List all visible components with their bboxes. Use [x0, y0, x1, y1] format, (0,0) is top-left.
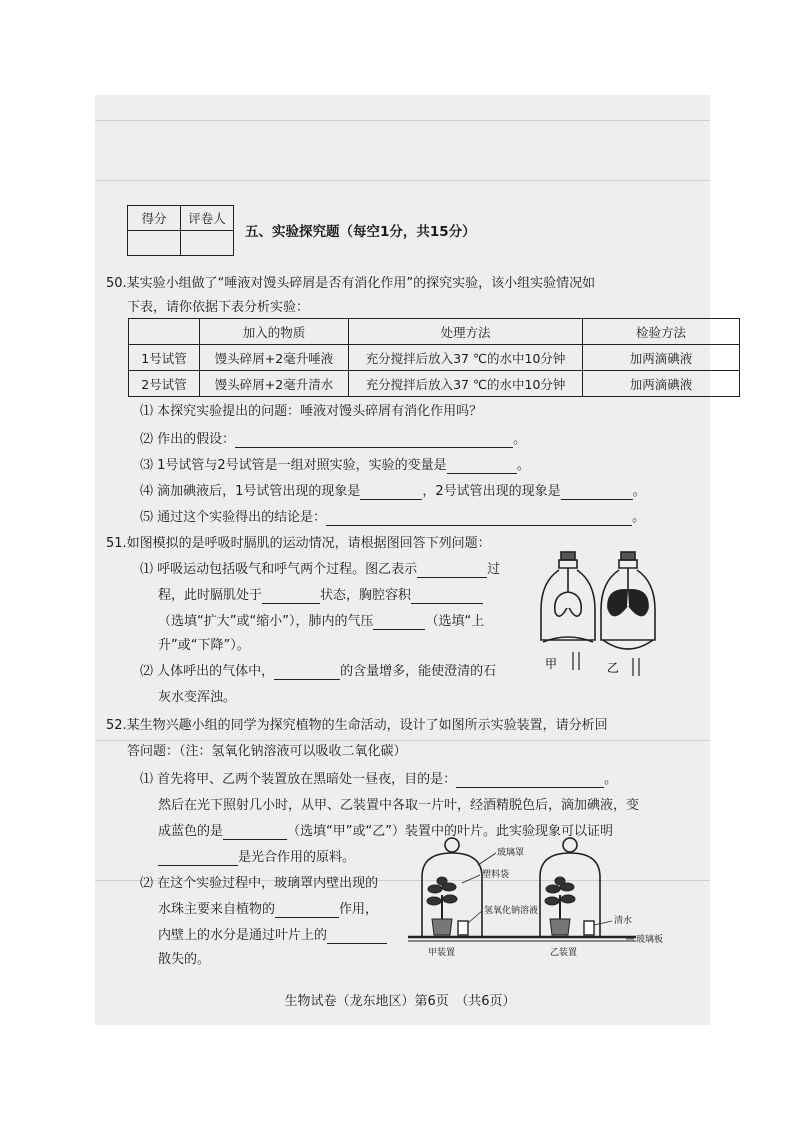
- answer-blank[interactable]: [223, 826, 287, 840]
- answer-blank[interactable]: [411, 590, 483, 604]
- answer-blank[interactable]: [360, 486, 422, 500]
- q50-stem-line2: 下表，请你依据下表分析实验：: [127, 300, 310, 315]
- label-setup-b: 乙装置: [550, 948, 578, 958]
- bell-jar-a: [541, 552, 595, 642]
- q50-item-5-prompt: ⑸ 通过这个实验得出的结论是：: [140, 510, 327, 525]
- q52-line-8: 散失的。: [158, 952, 211, 967]
- photosynthesis-apparatus-figure: [400, 835, 670, 960]
- q52-line-6: [158, 902, 378, 918]
- table-cell: 馒头碎屑+2毫升唾液: [200, 345, 349, 371]
- q51-line-1-text: ⑴ 呼吸运动包括吸气和呼气两个过程。图乙表示: [140, 562, 418, 577]
- answer-blank[interactable]: [235, 434, 513, 448]
- label-glass-plate: 玻璃板: [636, 935, 664, 945]
- q52-stem-line1: 52.某生物兴趣小组的同学为探究植物的生命活动，设计了如图所示实验装置，请分析回: [106, 718, 608, 733]
- label-glass-cover: 玻璃罩: [497, 848, 525, 858]
- table-header: [129, 319, 200, 345]
- q50-item-4-prompt: ⑷ 滴加碘液后，1号试管出现的现象是: [140, 484, 361, 499]
- q50-item-4-middle: ，2号试管出现的现象是: [422, 484, 561, 499]
- plant-b: [545, 877, 575, 935]
- label-water: 清水: [614, 916, 633, 926]
- answer-blank[interactable]: [417, 564, 487, 578]
- naoh-beaker: [458, 921, 468, 935]
- q50-item-1: ⑴ 本探究实验提出的问题：唾液对馒头碎屑有消化作用吗？: [140, 404, 483, 419]
- q50-item-2-prompt: ⑵ 作出的假设：: [140, 432, 236, 447]
- diaphragm-model-figure: [535, 548, 670, 686]
- q52-line-6-text: 水珠主要来自植物的: [158, 902, 276, 917]
- q51-line-5-text: ⑵ 人体呼出的气体中，: [140, 664, 275, 679]
- table-cell: 加两滴碘液: [583, 345, 740, 371]
- answer-blank[interactable]: [561, 486, 633, 500]
- page-footer: 生物试卷（龙东地区）第6页 （共6页）: [284, 994, 516, 1009]
- q50-stem-line1: 50.某实验小组做了“唾液对馒头碎屑是否有消化作用”的探究实验，该小组实验情况如: [106, 276, 596, 291]
- water-beaker: [584, 921, 594, 935]
- q51-line-2: [158, 588, 483, 604]
- table-cell: 加两滴碘液: [583, 371, 740, 397]
- q52-line-5: ⑵ 在这个实验过程中，玻璃罩内壁出现的: [140, 876, 379, 891]
- answer-blank[interactable]: [262, 590, 320, 604]
- scan-artifact: [95, 740, 710, 741]
- scan-artifact: [95, 120, 710, 121]
- q52-line-3-text: 成蓝色的是: [158, 824, 224, 839]
- grader-header: 评卷人: [181, 206, 234, 231]
- q52-line-1-text: ⑴ 首先将甲、乙两个装置放在黑暗处一昼夜，目的是：: [140, 772, 457, 787]
- q52-line-7-text: 内壁上的水分是通过叶片上的: [158, 928, 328, 943]
- table-cell: 2号试管: [129, 371, 200, 397]
- label-plastic-bag: 塑料袋: [482, 870, 510, 880]
- answer-blank[interactable]: [275, 904, 339, 918]
- q50-item-3-end: 。: [516, 458, 530, 473]
- table-cell: 充分搅拌后放入37 ℃的水中10分钟: [349, 371, 583, 397]
- q52-line-1-end: 。: [604, 772, 618, 787]
- q50-item-3-prompt: ⑶ 1号试管与2号试管是一组对照实验，实验的变量是: [140, 458, 447, 473]
- table-cell: 馒头碎屑+2毫升清水: [200, 371, 349, 397]
- label-yi: 乙: [607, 661, 620, 675]
- answer-blank[interactable]: [158, 852, 238, 866]
- q50-item-2: [140, 432, 526, 448]
- q52-stem-line2: 答问题：（注：氢氧化钠溶液可以吸收二氧化碳）: [127, 744, 407, 759]
- q52-line-4-text: 是光合作用的原料。: [238, 850, 356, 865]
- table-cell: 充分搅拌后放入37 ℃的水中10分钟: [349, 345, 583, 371]
- answer-blank[interactable]: [373, 616, 425, 630]
- q51-line-3-end: （选填“上: [425, 614, 485, 629]
- scan-artifact: [95, 180, 710, 181]
- q51-line-1: [140, 562, 500, 578]
- answer-blank[interactable]: [447, 460, 517, 474]
- table-header: 检验方法: [583, 319, 740, 345]
- answer-blank[interactable]: [274, 666, 340, 680]
- table-header-row: [129, 319, 740, 345]
- table-header: 处理方法: [349, 319, 583, 345]
- q51-line-5: [140, 664, 496, 680]
- q52-line-4: [158, 850, 355, 866]
- table-row: [129, 345, 740, 371]
- score-header: 得分: [128, 206, 181, 231]
- q52-line-7: [158, 928, 387, 944]
- answer-blank[interactable]: [456, 774, 604, 788]
- q51-line-2-middle: 状态，胸腔容积: [320, 588, 412, 603]
- q50-item-4: [140, 484, 646, 500]
- q51-line-4: 升”或“下降”）。: [158, 638, 250, 653]
- table-header: 加入的物质: [200, 319, 349, 345]
- q51-line-6: 灰水变浑浊。: [158, 690, 237, 705]
- q52-line-3-end: （选填“甲”或“乙”）装置中的叶片。此实验现象可以证明: [287, 824, 613, 839]
- grader-cell: [181, 231, 234, 256]
- q50-item-2-end: 。: [513, 432, 527, 447]
- q51-line-1-end: 过: [487, 562, 501, 577]
- label-naoh: 氢氧化钠溶液: [484, 906, 539, 916]
- answer-blank[interactable]: [327, 930, 387, 944]
- q51-line-5-end: 的含量增多，能使澄清的石: [340, 664, 497, 679]
- table-row: [129, 371, 740, 397]
- section-title: 五、实验探究题（每空1分，共15分）: [245, 224, 476, 240]
- q52-line-1: [140, 772, 617, 788]
- knob-a: [445, 838, 459, 852]
- q52-line-6-end: 作用，: [339, 902, 379, 917]
- score-box: [127, 205, 234, 256]
- q51-stem: 51.如图模拟的是呼吸时膈肌的运动情况，请根据图回答下列问题：: [106, 536, 491, 551]
- answer-blank[interactable]: [326, 512, 632, 526]
- q51-line-3-text: （选填“扩大”或“缩小”），肺内的气压: [158, 614, 374, 629]
- plant-a: [427, 877, 457, 935]
- q51-line-2-text: 程，此时膈肌处于: [158, 588, 263, 603]
- q51-line-3: [158, 614, 484, 630]
- table-cell: 1号试管: [129, 345, 200, 371]
- q52-line-2: 然后在光下照射几小时，从甲、乙装置中各取一片叶，经酒精脱色后，滴加碘液，变: [158, 798, 640, 813]
- label-jia: 甲: [545, 657, 558, 671]
- q50-item-4-end: 。: [632, 484, 646, 499]
- q50-item-3: [140, 458, 530, 474]
- q50-item-5: [140, 510, 645, 526]
- label-setup-a: 甲装置: [428, 948, 456, 958]
- bell-jar-b: [601, 552, 655, 649]
- q50-item-5-end: 。: [632, 510, 646, 525]
- experiment-table: [128, 318, 740, 397]
- knob-b: [563, 838, 577, 852]
- score-cell: [128, 231, 181, 256]
